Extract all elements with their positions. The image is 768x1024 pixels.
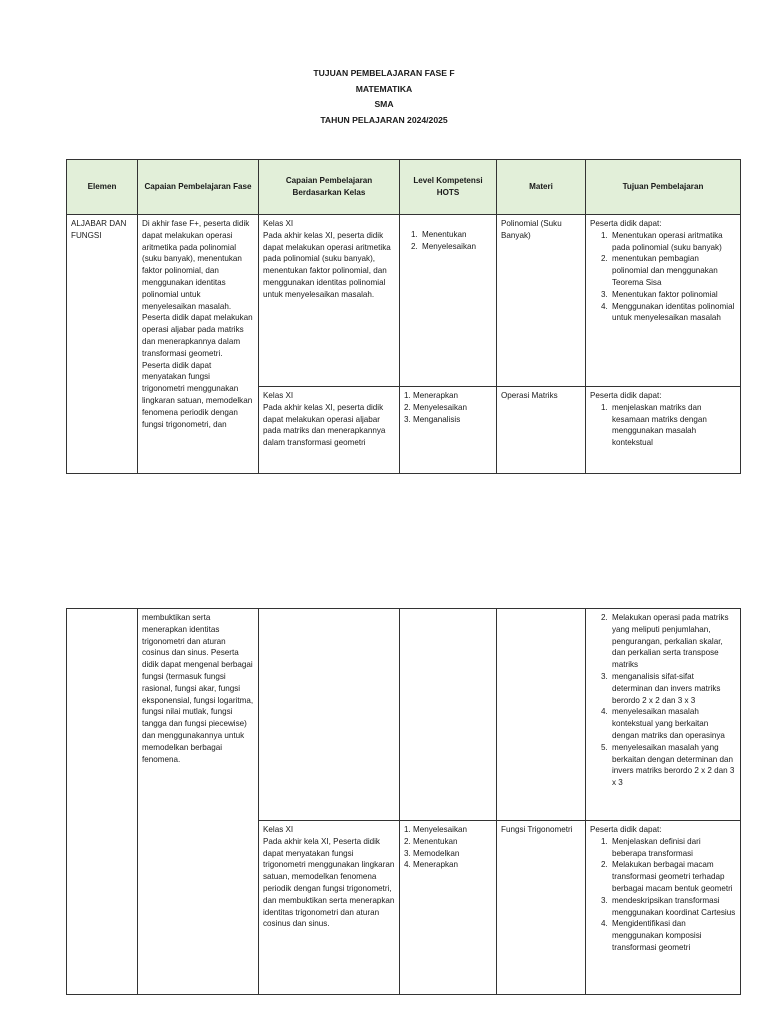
- list-item: 3. Menentukan faktor polinomial: [610, 289, 736, 301]
- tujuan-intro: Peserta didik dapat:: [590, 391, 662, 400]
- level-cell-empty: [400, 609, 497, 821]
- title-line-1: TUJUAN PEMBELAJARAN FASE F: [313, 68, 455, 78]
- list-item: 3. menganalisis sifat-sifat determinan dan invers matriks berordo 2 x 2 dan 3 x 3: [610, 671, 736, 706]
- cp-fase-cell-continued: membuktikan serta menerapkan identitas trigonometri dan aturan cosinus dan sinus. Peserta didik dapat mengenal berbagai fungsi (termasuk fungsi rasional, fungsi akar, fungsi eksponensial, fungsi logaritma, fungsi nilai mutlak, fungsi tangga dan fungsi piecewise) dan menggunakannya untuk memodelkan berbagai fenomena.: [138, 609, 259, 995]
- document-title: [0, 66, 768, 128]
- list-item: 5. menyelesaikan masalah yang berkaitan dengan determinan dan invers matriks berordo 2 x 2 dan 3 x 3: [610, 742, 736, 789]
- list-item: 1. Menjelaskan definisi dari beberapa transformasi: [610, 836, 736, 860]
- tujuan-cell: [586, 821, 741, 995]
- title-line-2: MATEMATIKA: [355, 83, 413, 94]
- table-row: [67, 609, 741, 821]
- materi-cell: Fungsi Trigonometri: [497, 821, 586, 995]
- list-item: 1. menjelaskan matriks dan kesamaan matriks dengan menggunakan masalah kontekstual: [610, 402, 736, 449]
- level-cell: [400, 387, 497, 474]
- list-item: 2. Menyelesaikan: [404, 402, 467, 412]
- tujuan-list: [590, 230, 736, 324]
- header-tujuan: Tujuan Pembelajaran: [586, 160, 741, 215]
- materi-cell-empty: [497, 609, 586, 821]
- list-item: 3. Menganalisis: [404, 414, 461, 424]
- tujuan-list-continued: [590, 612, 736, 789]
- cp-kelas-text: Pada akhir kela XI, Peserta didik dapat menyatakan fungsi trigonometri menggunakan lingkaran satuan, memodelkan fenomena periodik dengan fungsi trigonometri, dan membuktikan serta menerapkan identitas trigonometri dan aturan cosinus dan sinus.: [263, 836, 395, 929]
- tujuan-list: [590, 402, 736, 449]
- list-item: 1. Menentukan: [420, 229, 492, 241]
- list-item: 1. Menentukan operasi aritmatika pada polinomial (suku banyak): [610, 230, 736, 254]
- list-item: 1. Menyelesaikan: [404, 825, 467, 834]
- cp-fase-text-2: Peserta didik dapat menyatakan fungsi trigonometri menggunakan lingkaran satuan, memodelkan fenomena periodik dengan fungsi trigonometri, dan: [142, 360, 253, 429]
- title-line-3: SMA: [374, 99, 394, 109]
- elemen-cell-continued: [67, 609, 138, 995]
- level-cell: [400, 215, 497, 387]
- tujuan-intro: Peserta didik dapat:: [590, 825, 662, 834]
- title-line-4: TAHUN PELAJARAN 2024/2025: [320, 114, 448, 125]
- header-cp-fase: Capaian Pembelajaran Fase: [138, 160, 259, 215]
- header-materi: Materi: [497, 160, 586, 215]
- list-item: 4. Mengidentifikasi dan menggunakan komposisi transformasi geometri: [610, 918, 736, 953]
- cp-kelas-text: Pada akhir kelas XI, peserta didik dapat melakukan operasi aritmetika pada polinomial (suku banyak), menentukan faktor polinomial, dan menggunakan identitas polinomial untuk menyelesaikan masalah.: [263, 230, 391, 299]
- level-list: [404, 229, 492, 253]
- cp-kelas-text: Pada akhir kelas XI, peserta didik dapat melakukan operasi aljabar pada matriks dan menerapkannya dalam transformasi geometri: [263, 402, 386, 448]
- list-item: 2. Menyelesaikan: [420, 241, 492, 253]
- list-item: 4. Menerapkan: [404, 860, 458, 870]
- tujuan-cell: [586, 215, 741, 387]
- table-row: [67, 215, 741, 387]
- list-item: 2. Melakukan operasi pada matriks yang meliputi penjumlahan, pengurangan, perkalian skalar, dan perkalian serta transpose matriks: [610, 612, 736, 671]
- cp-kelas-cell-empty: [259, 609, 400, 821]
- header-level: Level Kompetensi HOTS: [400, 160, 497, 215]
- tujuan-list: [590, 836, 736, 954]
- list-item: 2. menentukan pembagian polinomial dan menggunakan Teorema Sisa: [610, 253, 736, 288]
- cp-fase-cell: [138, 215, 259, 474]
- tujuan-intro: Peserta didik dapat:: [590, 219, 662, 228]
- materi-cell: Polinomial (Suku Banyak): [497, 215, 586, 387]
- header-elemen: Elemen: [67, 160, 138, 215]
- header-cp-kelas: Capaian Pembelajaran Berdasarkan Kelas: [259, 160, 400, 215]
- tujuan-cell: [586, 387, 741, 474]
- cp-fase-text-1: Di akhir fase F+, peserta didik dapat melakukan operasi aritmetika pada polinomial (suku banyak), menentukan faktor polinomial, dan menggunakan identitas polinomial untuk menyelesaikan masalah. Peserta didik dapat melakukan operasi aljabar pada matriks dan menerapkannya dalam transformasi geometri.: [142, 219, 253, 358]
- list-item: 3. mendeskripsikan transformasi menggunakan koordinat Cartesius: [610, 895, 736, 919]
- learning-objectives-table-page-2: [66, 608, 741, 995]
- materi-cell: Operasi Matriks: [497, 387, 586, 474]
- list-item: 1. Menerapkan: [404, 391, 458, 400]
- cp-kelas-cell: [259, 821, 400, 995]
- learning-objectives-table-page-1: [66, 159, 741, 474]
- cp-kelas-cell: [259, 387, 400, 474]
- list-item: 2. Melakukan berbagai macam transformasi geometri terhadap berbagai macam bentuk geometri: [610, 859, 736, 894]
- kelas-label: Kelas XI: [263, 825, 294, 834]
- level-cell: [400, 821, 497, 995]
- table-header-row: [67, 160, 741, 215]
- kelas-label: Kelas XI: [263, 391, 294, 400]
- elemen-cell: ALJABAR DAN FUNGSI: [67, 215, 138, 474]
- list-item: 3. Memodelkan: [404, 848, 460, 858]
- list-item: 2. Menentukan: [404, 836, 458, 846]
- list-item: 4. Menggunakan identitas polinomial untuk menyelesaikan masalah: [610, 301, 736, 325]
- cp-kelas-cell: [259, 215, 400, 387]
- kelas-label: Kelas XI: [263, 219, 294, 228]
- list-item: 4. menyelesaikan masalah kontekstual yang berkaitan dengan matriks dan operasinya: [610, 706, 736, 741]
- tujuan-cell: [586, 609, 741, 821]
